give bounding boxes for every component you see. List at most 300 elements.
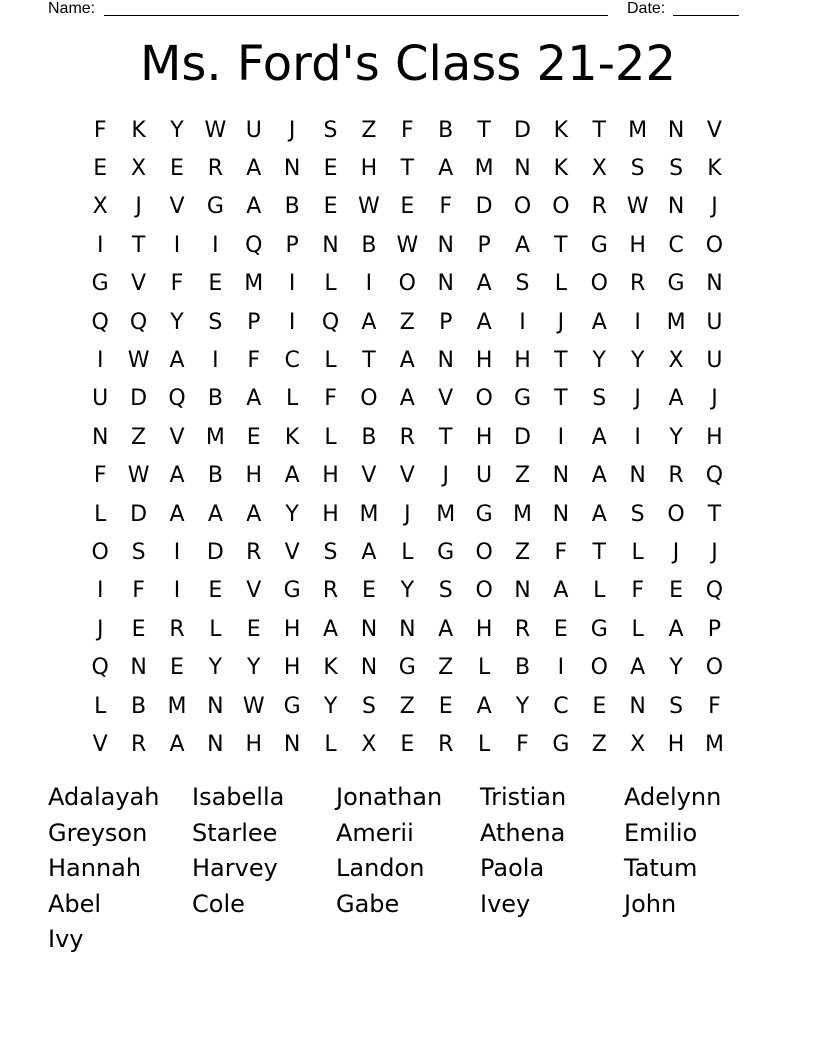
grid-cell[interactable]: I [557,424,565,450]
grid-cell[interactable]: N [207,693,224,719]
grid-cell[interactable]: A [246,156,262,182]
grid-cell[interactable]: O [398,271,416,297]
grid-cell[interactable]: J [442,463,449,489]
grid-cell[interactable]: Y [669,424,683,450]
grid-cell[interactable]: R [630,271,646,297]
grid-cell[interactable]: D [206,539,224,565]
grid-cell[interactable]: J [404,501,411,527]
grid-cell[interactable]: A [476,271,492,297]
grid-cell[interactable]: E [170,655,184,681]
grid-cell[interactable]: W [127,348,150,374]
grid-cell[interactable]: E [208,578,223,604]
grid-cell[interactable]: A [246,386,262,412]
grid-cell[interactable]: S [592,386,607,412]
grid-cell[interactable]: L [94,693,107,719]
grid-cell[interactable]: L [477,731,491,757]
grid-cell[interactable]: G [206,194,224,220]
grid-cell[interactable]: O [475,386,493,412]
grid-cell[interactable]: M [436,501,456,527]
grid-cell[interactable]: L [286,386,299,412]
grid-cell[interactable]: F [247,348,261,374]
grid-cell[interactable]: S [323,539,338,565]
grid-cell[interactable]: F [516,731,529,757]
word-list-item: Gabe [336,889,400,918]
grid-cell[interactable]: N [91,424,109,450]
grid-cell[interactable]: P [439,309,453,335]
grid-cell[interactable]: X [92,194,108,220]
grid-cell[interactable]: N [437,232,454,258]
grid-cell[interactable]: O [475,578,493,604]
grid-cell[interactable]: P [247,309,261,335]
grid-cell[interactable]: G [91,271,109,297]
grid-cell[interactable]: A [591,463,607,489]
grid-cell[interactable]: R [668,463,684,489]
grid-cell[interactable]: A [246,194,262,220]
grid-cell[interactable]: E [553,616,568,642]
grid-cell[interactable]: A [553,578,569,604]
grid-cell[interactable]: L [593,578,606,604]
grid-cell[interactable]: O [705,655,724,681]
grid-cell[interactable]: S [630,501,645,527]
grid-cell[interactable]: Y [247,655,261,681]
grid-cell[interactable]: Z [438,655,454,681]
grid-cell[interactable]: D [475,194,493,220]
grid-cell[interactable]: H [245,731,263,757]
grid-cell[interactable]: H [322,501,339,527]
grid-cell[interactable]: X [668,348,684,374]
grid-cell[interactable]: V [131,271,147,297]
grid-cell[interactable]: D [130,386,148,412]
grid-cell[interactable]: A [207,501,223,527]
grid-cell[interactable]: I [365,271,373,297]
grid-cell[interactable]: R [399,424,415,450]
grid-cell[interactable]: T [554,232,568,258]
grid-cell[interactable]: Z [591,731,607,757]
grid-cell[interactable]: G [590,616,608,642]
grid-cell[interactable]: L [209,616,222,642]
grid-cell[interactable]: K [284,424,300,450]
grid-cell[interactable]: N [552,501,570,527]
grid-cell[interactable]: T [592,117,606,143]
grid-cell[interactable]: I [212,232,219,258]
grid-cell[interactable]: N [629,463,646,489]
grid-cell[interactable]: F [708,693,721,719]
grid-cell[interactable]: T [362,348,376,374]
word-list-item: Athena [480,818,566,847]
grid-cell[interactable]: B [284,194,300,220]
grid-cell[interactable]: R [207,156,224,182]
grid-cell[interactable]: Q [705,463,724,489]
grid-cell[interactable]: A [361,539,377,565]
grid-cell[interactable]: A [438,156,454,182]
grid-cell[interactable]: T [477,117,491,143]
grid-cell[interactable]: G [590,232,608,258]
grid-cell[interactable]: V [169,424,185,450]
grid-cell[interactable]: A [668,616,684,642]
grid-cell[interactable]: A [438,616,454,642]
grid-cell[interactable]: G [283,578,301,604]
grid-cell[interactable]: K [323,655,338,681]
grid-cell[interactable]: R [514,616,531,642]
grid-cell[interactable]: L [324,731,337,757]
grid-cell[interactable]: R [591,194,607,220]
grid-cell[interactable]: W [396,232,419,258]
grid-cell[interactable]: N [706,271,723,297]
grid-cell[interactable]: J [711,194,718,220]
grid-cell[interactable]: S [669,156,684,182]
grid-cell[interactable]: I [96,578,104,604]
grid-cell[interactable]: J [711,386,718,412]
grid-cell[interactable]: F [170,271,184,297]
grid-cell[interactable]: B [438,117,454,143]
grid-cell[interactable]: A [591,424,607,450]
grid-cell[interactable]: Q [91,655,109,681]
grid-cell[interactable]: T [592,539,606,565]
grid-cell[interactable]: E [669,578,683,604]
word-list-item: Landon [336,854,425,882]
grid-cell[interactable]: Y [592,348,606,374]
grid-cell[interactable]: N [437,271,454,297]
grid-cell[interactable]: A [169,731,185,757]
grid-cell[interactable]: A [169,501,185,527]
grid-cell[interactable]: I [96,348,104,374]
grid-cell[interactable]: S [438,578,453,604]
grid-cell[interactable]: M [205,424,225,450]
grid-cell[interactable]: Y [170,117,184,143]
grid-cell[interactable]: F [631,578,644,604]
grid-cell[interactable]: I [173,232,181,258]
grid-cell[interactable]: W [242,693,265,719]
grid-cell[interactable]: H [283,655,301,681]
grid-cell[interactable]: L [324,424,337,450]
grid-cell[interactable]: B [207,463,223,489]
grid-cell[interactable]: A [668,386,684,412]
word-list-item: Paola [480,854,545,882]
grid-cell[interactable]: P [707,616,722,642]
grid-cell[interactable]: N [629,693,646,719]
grid-cell[interactable]: L [401,539,414,565]
grid-cell[interactable]: H [629,232,646,258]
grid-cell[interactable]: H [283,616,301,642]
grid-cell[interactable]: E [400,194,415,220]
grid-cell[interactable]: U [706,309,723,335]
grid-cell[interactable]: X [361,731,377,757]
grid-cell[interactable]: N [360,655,378,681]
grid-cell[interactable]: N [322,232,339,258]
grid-cell[interactable]: G [513,386,532,412]
word-list-item: Cole [192,889,245,918]
grid-cell[interactable]: S [361,693,376,719]
grid-cell[interactable]: A [284,463,300,489]
grid-cell[interactable]: N [552,463,570,489]
grid-cell[interactable]: V [706,117,722,143]
grid-cell[interactable]: A [361,309,377,335]
grid-cell[interactable]: E [361,578,376,604]
grid-cell[interactable]: A [246,501,262,527]
grid-cell[interactable]: R [322,578,339,604]
grid-cell[interactable]: E [323,194,338,220]
grid-cell[interactable]: O [513,194,532,220]
grid-cell[interactable]: V [92,731,108,757]
grid-cell[interactable]: L [94,501,107,527]
grid-cell[interactable]: F [400,117,414,143]
grid-cell[interactable]: R [130,731,147,757]
grid-cell[interactable]: U [706,348,723,374]
grid-cell[interactable]: A [591,309,607,335]
grid-cell[interactable]: T [707,501,722,527]
grid-cell[interactable]: T [400,156,415,182]
grid-cell[interactable]: A [591,501,607,527]
grid-cell[interactable]: F [93,463,107,489]
grid-cell[interactable]: J [135,194,142,220]
grid-cell[interactable]: V [361,463,377,489]
grid-cell[interactable]: E [592,693,607,719]
grid-cell[interactable]: J [634,386,641,412]
grid-cell[interactable]: Z [514,539,531,565]
grid-cell[interactable]: Y [400,578,415,604]
grid-cell[interactable]: M [474,156,494,182]
grid-cell[interactable]: O [590,271,608,297]
grid-cell[interactable]: Z [361,117,377,143]
grid-cell[interactable]: B [514,655,531,681]
grid-cell[interactable]: Q [168,386,186,412]
grid-cell[interactable]: V [438,386,454,412]
grid-cell[interactable]: N [283,731,301,757]
grid-cell[interactable]: W [127,463,150,489]
grid-cell[interactable]: S [131,539,146,565]
grid-cell[interactable]: I [288,309,296,335]
grid-cell[interactable]: I [212,348,219,374]
grid-cell[interactable]: H [475,424,493,450]
grid-cell[interactable]: A [169,348,185,374]
grid-cell[interactable]: W [358,194,380,220]
grid-cell[interactable]: R [438,731,454,757]
word-list-item: John [624,889,677,918]
grid-cell[interactable]: I [96,232,104,258]
grid-cell[interactable]: O [705,232,724,258]
grid-cell[interactable]: U [476,463,493,489]
grid-cell[interactable]: C [668,232,684,258]
grid-cell[interactable]: F [324,386,337,412]
grid-cell[interactable]: N [207,731,224,757]
grid-cell[interactable]: J [672,539,680,565]
date-label: Date: [627,0,666,17]
grid-cell[interactable]: Q [245,232,263,258]
grid-cell[interactable]: B [361,424,377,450]
grid-cell[interactable]: M [628,117,648,143]
grid-cell[interactable]: X [131,156,147,182]
grid-cell[interactable]: M [244,271,264,297]
grid-cell[interactable]: I [634,424,641,450]
grid-cell[interactable]: C [284,348,300,374]
grid-cell[interactable]: T [554,386,568,412]
grid-cell[interactable]: E [246,616,261,642]
grid-cell[interactable]: J [711,539,718,565]
grid-cell[interactable]: H [667,731,685,757]
grid-cell[interactable]: Y [285,501,299,527]
grid-cell[interactable]: I [634,309,641,335]
name-blank-line[interactable] [104,15,608,16]
grid-cell[interactable]: M [513,501,532,527]
grid-cell[interactable]: O [667,501,685,527]
grid-cell[interactable]: F [93,117,107,143]
grid-cell[interactable]: N [514,156,531,182]
grid-cell[interactable]: M [359,501,379,527]
grid-cell[interactable]: Z [131,424,147,450]
grid-cell[interactable]: K [553,156,569,182]
grid-cell[interactable]: I [557,655,565,681]
grid-cell[interactable]: H [322,463,339,489]
grid-cell[interactable]: F [439,194,453,220]
grid-cell[interactable]: Z [514,463,531,489]
grid-cell[interactable]: T [131,232,146,258]
grid-cell[interactable]: V [399,463,415,489]
grid-cell[interactable]: O [475,539,493,565]
grid-cell[interactable]: S [630,156,645,182]
grid-cell[interactable]: N [437,348,454,374]
grid-cell[interactable]: N [360,616,378,642]
grid-cell[interactable]: C [553,693,569,719]
grid-cell[interactable]: V [246,578,262,604]
grid-cell[interactable]: H [475,616,493,642]
grid-cell[interactable]: A [476,693,492,719]
grid-cell[interactable]: W [626,194,649,220]
grid-cell[interactable]: F [132,578,145,604]
grid-cell[interactable]: Q [705,578,724,604]
grid-cell[interactable]: O [91,539,109,565]
grid-cell[interactable]: K [707,156,722,182]
grid-cell[interactable]: L [324,271,337,297]
grid-cell[interactable]: O [360,386,378,412]
grid-cell[interactable]: N [667,194,685,220]
grid-cell[interactable]: L [631,539,644,565]
grid-cell[interactable]: E [131,616,146,642]
grid-cell[interactable]: S [208,309,223,335]
grid-cell[interactable]: E [400,731,415,757]
grid-cell[interactable]: U [245,117,262,143]
grid-cell[interactable]: I [519,309,526,335]
grid-cell[interactable]: S [323,117,338,143]
grid-cell[interactable]: K [553,117,569,143]
grid-cell[interactable]: H [245,463,263,489]
grid-cell[interactable]: D [130,501,148,527]
grid-cell[interactable]: H [360,156,378,182]
grid-cell[interactable]: H [475,348,493,374]
grid-cell[interactable]: E [170,156,184,182]
grid-cell[interactable]: A [630,655,646,681]
grid-cell[interactable]: J [557,309,565,335]
grid-cell[interactable]: Y [630,348,645,374]
grid-cell[interactable]: N [399,616,416,642]
grid-cell[interactable]: X [630,731,646,757]
grid-cell[interactable]: A [323,616,339,642]
grid-cell[interactable]: W [204,117,227,143]
grid-cell[interactable]: P [477,232,491,258]
grid-cell[interactable]: D [514,117,531,143]
grid-cell[interactable]: B [361,232,377,258]
grid-cell[interactable]: S [669,693,684,719]
grid-cell[interactable]: X [591,156,607,182]
grid-cell[interactable]: A [514,232,531,258]
grid-cell[interactable]: E [93,156,108,182]
grid-cell[interactable]: A [399,386,415,412]
grid-cell[interactable]: R [246,539,262,565]
grid-cell[interactable]: G [283,693,301,719]
grid-cell[interactable]: Y [669,655,683,681]
grid-cell[interactable]: V [284,539,300,565]
grid-cell[interactable]: L [554,271,568,297]
grid-cell[interactable]: L [477,655,491,681]
grid-cell[interactable]: K [131,117,146,143]
grid-cell[interactable]: G [475,501,493,527]
grid-cell[interactable]: H [706,424,723,450]
grid-cell[interactable]: L [324,348,337,374]
grid-cell[interactable]: E [208,271,223,297]
grid-cell[interactable]: J [96,616,104,642]
grid-cell[interactable]: A [399,348,415,374]
grid-cell[interactable]: Z [399,693,415,719]
grid-cell[interactable]: A [476,309,492,335]
grid-cell[interactable]: M [704,731,724,757]
grid-cell[interactable]: I [173,539,181,565]
grid-cell[interactable]: D [514,424,531,450]
grid-cell[interactable]: V [169,194,185,220]
grid-cell[interactable]: N [514,578,531,604]
grid-cell[interactable]: B [131,693,147,719]
grid-cell[interactable]: M [167,693,187,719]
grid-cell[interactable]: Y [208,655,223,681]
grid-cell[interactable]: I [173,578,181,604]
grid-cell[interactable]: P [285,232,299,258]
grid-cell[interactable]: F [554,539,568,565]
grid-cell[interactable]: E [323,156,338,182]
grid-cell[interactable]: G [437,539,455,565]
grid-cell[interactable]: Q [91,309,109,335]
grid-cell[interactable]: O [552,194,570,220]
grid-cell[interactable]: J [288,117,296,143]
grid-cell[interactable]: Y [170,309,184,335]
grid-cell[interactable]: Q [129,309,148,335]
grid-cell[interactable]: R [169,616,185,642]
grid-cell[interactable]: O [590,655,608,681]
word-list-item: Starlee [192,818,278,847]
grid-cell[interactable]: M [666,309,686,335]
grid-cell[interactable]: Z [399,309,415,335]
grid-cell[interactable]: L [631,616,644,642]
grid-cell[interactable]: B [207,386,223,412]
grid-cell[interactable]: Y [323,693,338,719]
word-list-item: Tristian [480,783,567,811]
grid-cell[interactable]: S [515,271,530,297]
grid-cell[interactable]: E [246,424,261,450]
grid-cell[interactable]: N [130,655,147,681]
grid-cell[interactable]: T [438,424,453,450]
grid-cell[interactable]: E [438,693,453,719]
grid-cell[interactable]: T [554,348,568,374]
grid-cell[interactable]: G [552,731,570,757]
grid-cell[interactable]: G [398,655,416,681]
grid-cell[interactable]: U [92,386,109,412]
grid-cell[interactable]: Y [515,693,530,719]
date-blank-line[interactable] [673,15,739,16]
grid-cell[interactable]: N [667,117,685,143]
grid-cell[interactable]: G [667,271,685,297]
grid-cell[interactable]: H [514,348,531,374]
grid-cell[interactable]: Q [321,309,340,335]
grid-cell[interactable]: A [169,463,185,489]
grid-cell[interactable]: I [288,271,296,297]
grid-cell[interactable]: N [283,156,301,182]
